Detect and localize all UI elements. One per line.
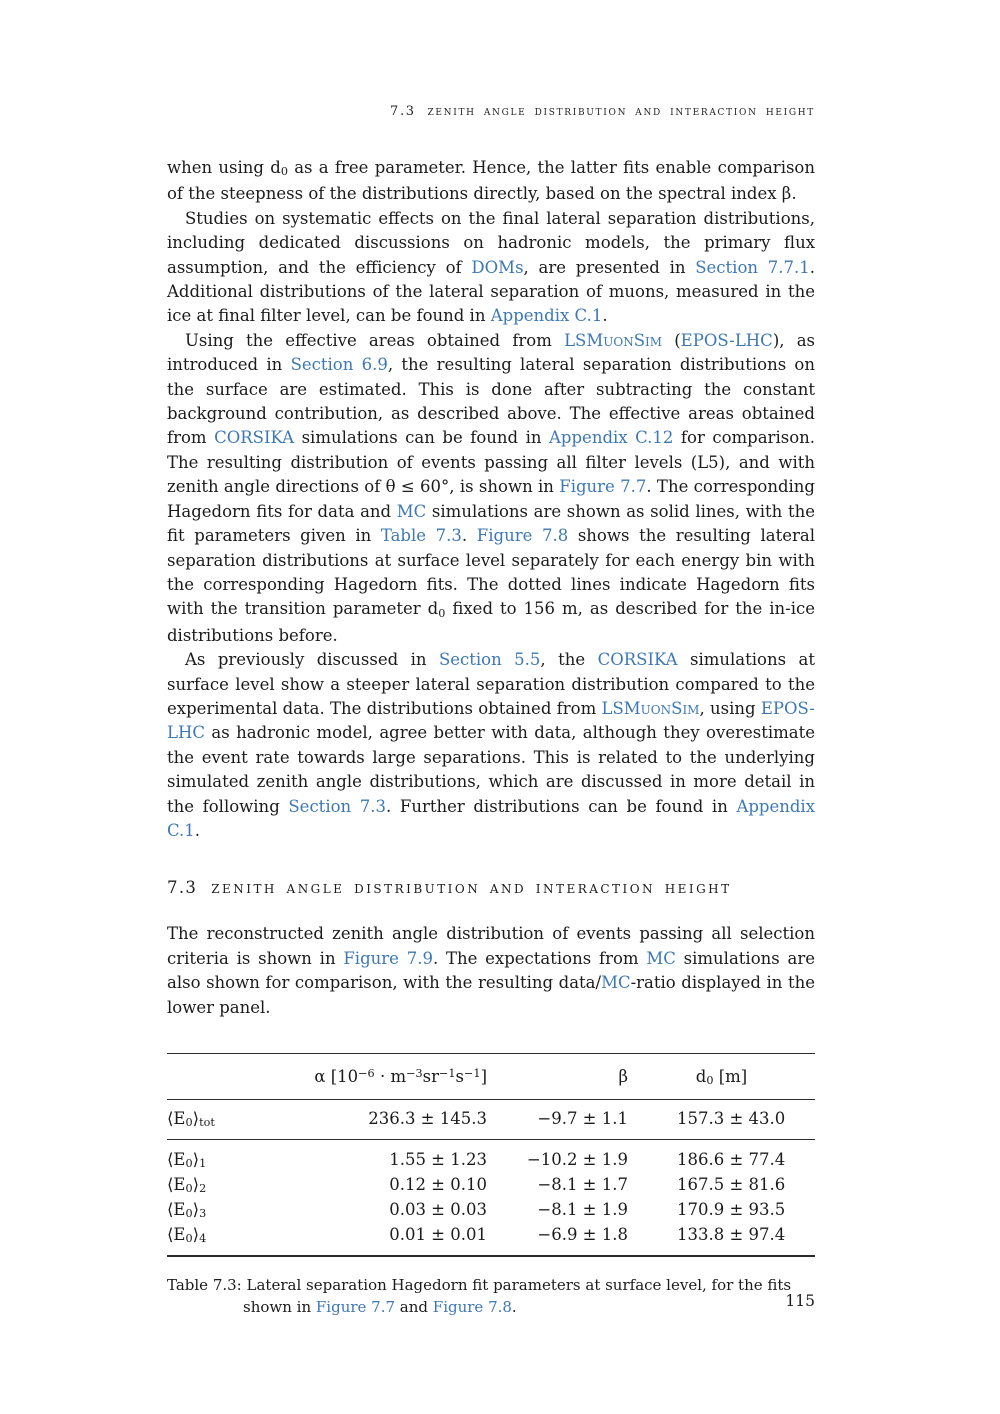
text-sup: −6	[358, 1066, 375, 1080]
cell-beta: −6.9 ± 1.8	[537, 1225, 628, 1244]
cell-beta: −8.1 ± 1.7	[537, 1175, 628, 1194]
paragraph: Using the effective areas obtained from LSMuonSim (EPOS-LHC), as introduced in Section 6.9, the resulting lateral separation distributions on the surface are estimated. This is done after subtracting the constant background contribution, as described above. The effective areas obtained from CORSIKA simulations can be found in Appendix C.12 for comparison. The resulting distribution of events passing all filter levels (L5), and with zenith angle directions of θ ≤ 60°, is shown in Figure 7.7. The corresponding Hagedorn fits for data and MC simulations are shown as solid lines, with the fit parameters given in Table 7.3. Figure 7.8 shows the resulting lateral separation distributions at surface level separately for each energy bin with the corresponding Hagedorn fits. The dotted lines indicate Hagedorn fits with the transition parameter d0 fixed to 156 m, as described for the in-ice distributions before.	[167, 330, 815, 645]
text-sub: 0	[185, 1232, 193, 1246]
link-epos-lhc[interactable]: EPOS-LHC	[680, 330, 773, 350]
table-header-row	[167, 1054, 815, 1100]
text-sub: tot	[199, 1116, 215, 1130]
link-figure-7-7[interactable]: Figure 7.7	[315, 1297, 396, 1316]
link-doms[interactable]: DOMs	[471, 257, 524, 277]
link-corsika[interactable]: CORSIKA	[597, 650, 678, 670]
table-body-tot	[167, 1100, 815, 1140]
text-sup: −1	[439, 1066, 456, 1080]
link-figure-7-7[interactable]: Figure 7.7	[559, 477, 647, 497]
table-row-tot	[167, 1100, 815, 1140]
link-appendix-c-12[interactable]: Appendix C.12	[549, 428, 674, 448]
section-paragraphs	[167, 922, 815, 1020]
link-figure-7-8[interactable]: Figure 7.8	[432, 1297, 512, 1316]
caption-label: Table 7.3:	[167, 1276, 242, 1294]
link-table-7-3[interactable]: Table 7.3	[380, 526, 462, 546]
table-header	[167, 1054, 815, 1100]
table-row-4	[167, 1222, 815, 1256]
row-label: ⟨E0⟩4	[167, 1225, 207, 1246]
text-sup: −1	[464, 1066, 481, 1080]
link-lsmuonsim[interactable]: LSMuonSim	[601, 698, 700, 718]
link-epos-lhc[interactable]: EPOS-LHC	[167, 698, 816, 743]
link-appendix-c-1[interactable]: Appendix C.1	[490, 306, 603, 326]
cell-d0: 133.8 ± 97.4	[677, 1225, 786, 1244]
link-appendix-c-1[interactable]: Appendix C.1	[167, 796, 816, 840]
text-sub: 0	[185, 1116, 193, 1130]
cell-beta: −10.2 ± 1.9	[526, 1150, 628, 1169]
text-sub: 0	[185, 1157, 193, 1171]
link-section-7-7-1[interactable]: Section 7.7.1	[695, 257, 810, 277]
running-header-title: zenith angle distribution and interaction height	[427, 104, 815, 119]
text-sub: 0	[280, 165, 288, 179]
cell-alpha: 1.55 ± 1.23	[389, 1150, 487, 1169]
cell-d0: 186.6 ± 77.4	[677, 1150, 786, 1169]
table-body-bins	[167, 1140, 815, 1257]
paragraph: As previously discussed in Section 5.5, the CORSIKA simulations at surface level show a steeper lateral separation distribution compared to the experimental data. The distributions obtained from LSMuonSim, using EPOS-LHC as hadronic model, agree better with data, although they overestimate the event rate towards large separations. This is related to the underlying simulated zenith angle distributions, which are discussed in more detail in the following Section 7.3. Further distributions can be found in Appendix C.1.	[167, 650, 816, 840]
text-sub: 3	[199, 1207, 207, 1221]
page-number: 115	[785, 1292, 815, 1310]
header-cell-beta: β	[618, 1067, 628, 1086]
row-label: ⟨E0⟩3	[167, 1200, 207, 1221]
link-mc[interactable]: MC	[396, 501, 427, 521]
cell-d0: 167.5 ± 81.6	[677, 1175, 786, 1194]
text-column	[167, 0, 815, 1318]
cell-beta: −9.7 ± 1.1	[537, 1109, 628, 1128]
row-label: ⟨E0⟩2	[167, 1175, 207, 1196]
cell-alpha: 0.03 ± 0.03	[389, 1200, 487, 1219]
running-header-number: 7.3	[390, 104, 416, 119]
link-section-7-3[interactable]: Section 7.3	[288, 796, 387, 816]
paragraph: Studies on systematic effects on the final lateral separation distributions, including dedicated discussions on hadronic models, the primary flux assumption, and the efficiency of DOMs, are presented in Section 7.7.1. Additional distributions of the lateral separation of muons, measured in the ice at final filter level, can be found in Appendix C.1.	[167, 208, 815, 326]
link-corsika[interactable]: CORSIKA	[214, 428, 295, 448]
paragraph: when using d0 as a free parameter. Hence, the latter fits enable comparison of the steepness of the distributions directly, based on the spectral index β.	[167, 158, 815, 204]
link-figure-7-8[interactable]: Figure 7.8	[476, 526, 569, 546]
link-section-5-5[interactable]: Section 5.5	[438, 650, 541, 670]
cell-alpha: 236.3 ± 145.3	[368, 1109, 487, 1128]
section-number: 7.3	[167, 878, 198, 898]
text-sub: 4	[199, 1232, 207, 1246]
cell-beta: −8.1 ± 1.9	[537, 1200, 628, 1219]
section-heading	[167, 878, 815, 897]
table-row-1	[167, 1140, 815, 1173]
header-cell-empty	[167, 1054, 257, 1100]
cell-d0: 170.9 ± 93.5	[677, 1200, 786, 1219]
text-sub: 0	[185, 1207, 193, 1221]
section-title: zenith angle distribution and interaction height	[211, 878, 732, 898]
table-7-3	[167, 1053, 815, 1257]
body-paragraphs	[167, 156, 815, 843]
link-figure-7-9[interactable]: Figure 7.9	[343, 948, 433, 968]
text-sup: −3	[406, 1066, 423, 1080]
header-cell-alpha: α $[10^{-6} \cdot m^{-3}sr^{-1}s^{-1}]$	[314, 1066, 487, 1086]
cell-alpha: 0.12 ± 0.10	[389, 1175, 487, 1194]
table-row-3	[167, 1197, 815, 1222]
link-mc[interactable]: MC	[646, 948, 676, 968]
link-lsmuonsim[interactable]: LSMuonSim	[564, 330, 663, 350]
table-row-2	[167, 1172, 815, 1197]
running-header	[167, 104, 815, 119]
cell-d0: 157.3 ± 43.0	[677, 1109, 786, 1128]
paragraph: The reconstructed zenith angle distribution of events passing all selection criteria is shown in Figure 7.9. The expectations from MC simulations are also shown for comparison, with the resulting data/MC-ratio displayed in the lower panel.	[167, 924, 815, 1017]
text-sub: 0	[438, 606, 446, 620]
link-section-6-9[interactable]: Section 6.9	[290, 355, 388, 375]
link-mc[interactable]: MC	[601, 973, 631, 993]
row-label: ⟨E0⟩1	[167, 1150, 207, 1171]
fit-parameters-table	[167, 1053, 815, 1257]
text-sub: 2	[199, 1182, 207, 1196]
text-sub: 1	[199, 1157, 207, 1171]
header-cell-d0: d0 [m]	[695, 1067, 748, 1088]
caption-text: Lateral separation Hagedorn fit parameters at surface level, for the fits shown in Figure 7.7 and Figure 7.8.	[243, 1276, 792, 1316]
row-label: ⟨E0⟩tot	[167, 1109, 215, 1130]
text-sub: 0	[185, 1182, 193, 1196]
text-sub: 0	[706, 1074, 714, 1088]
cell-alpha: 0.01 ± 0.01	[389, 1225, 487, 1244]
